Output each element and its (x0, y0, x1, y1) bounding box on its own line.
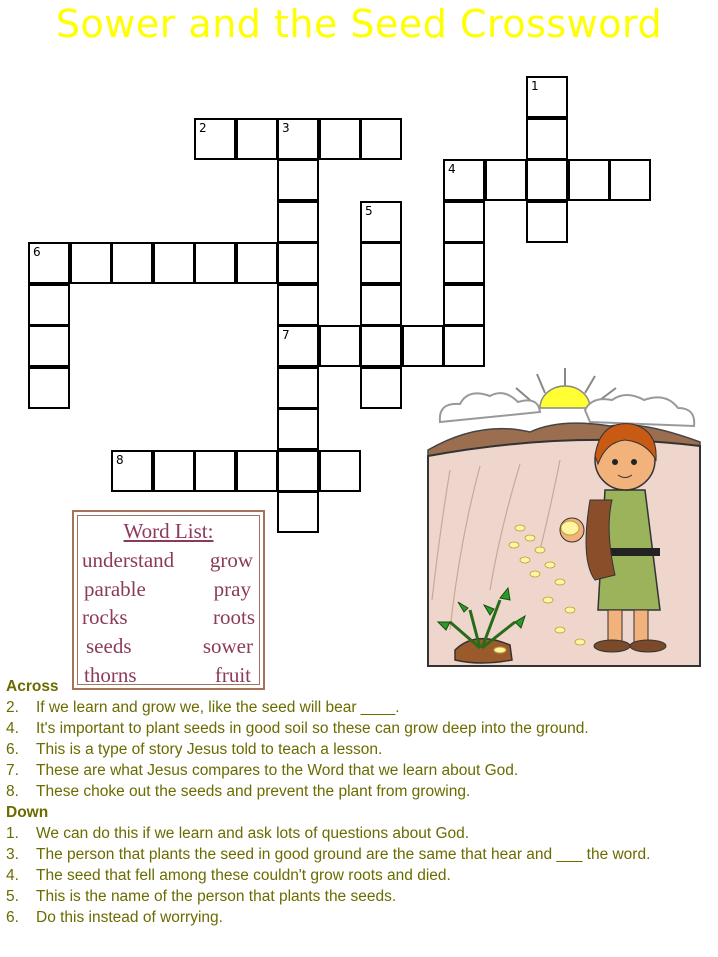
clue-number: 4. (6, 867, 19, 884)
clue-text: The seed that fell among these couldn't grow roots and died. (36, 867, 451, 884)
clue-number: 6. (6, 741, 19, 758)
clue-number-label: 3 (282, 120, 290, 135)
clue-number: 2. (6, 699, 19, 716)
clue-across-6 (6, 739, 712, 760)
crossword-cell[interactable] (28, 367, 70, 409)
clue-number: 8. (6, 783, 19, 800)
clue-text: It's important to plant seeds in good soil so these can grow deep into the ground. (36, 720, 589, 737)
clue-text: These are what Jesus compares to the Word that we learn about God. (36, 762, 519, 779)
crossword-cell[interactable] (28, 284, 70, 326)
crossword-cell[interactable] (319, 450, 361, 492)
word-list-item: roots (213, 605, 255, 629)
clue-number-label: 7 (282, 328, 290, 342)
crossword-cell[interactable] (153, 242, 195, 284)
clue-down-1 (6, 823, 712, 844)
word-list-item: thorns (84, 663, 137, 687)
crossword-cell[interactable] (277, 408, 319, 450)
crossword-cell[interactable] (443, 159, 485, 201)
crossword-cell[interactable] (485, 159, 527, 201)
crossword-cell[interactable] (319, 118, 361, 160)
crossword-cell[interactable] (277, 242, 319, 284)
clue-number: 6. (6, 909, 19, 926)
clue-text: This is a type of story Jesus told to teach a lesson. (36, 741, 383, 758)
page-title: Sower and the Seed Crossword (55, 2, 663, 46)
crossword-cell[interactable] (28, 325, 70, 367)
word-list-item: parable (84, 577, 146, 601)
clue-text: We can do this if we learn and ask lots of questions about God. (36, 825, 470, 842)
crossword-cell[interactable] (194, 450, 236, 492)
crossword-cell[interactable] (111, 242, 153, 284)
crossword-cell[interactable] (277, 284, 319, 326)
crossword-cell[interactable] (277, 118, 319, 160)
clue-number: 4. (6, 720, 19, 737)
word-list-item: sower (202, 634, 253, 658)
word-list-box (72, 510, 265, 690)
clue-text: These choke out the seeds and prevent the plant from growing. (36, 783, 471, 800)
word-list-title: Word List: (123, 519, 214, 543)
clue-number-label: 4 (448, 162, 456, 176)
word-list-item: fruit (214, 663, 251, 687)
down-clue-list (6, 823, 712, 928)
clue-text: This is the name of the person that plants the seeds. (36, 888, 397, 905)
clue-down-6 (6, 907, 712, 928)
clue-number-label: 5 (365, 203, 373, 218)
crossword-cell[interactable] (526, 76, 568, 118)
cloud-right (585, 395, 694, 426)
clue-across-4 (6, 718, 712, 739)
clue-text: The person that plants the seed in good ground are the same that hear and ___ the word. (36, 846, 651, 863)
crossword-cell[interactable] (360, 284, 402, 326)
crossword-cell[interactable] (319, 325, 361, 367)
crossword-cell[interactable] (194, 118, 236, 160)
crossword-cell[interactable] (360, 118, 402, 160)
crossword-cell[interactable] (277, 491, 319, 533)
crossword-cell[interactable] (360, 325, 402, 367)
crossword-cell[interactable] (360, 367, 402, 409)
crossword-cell[interactable] (236, 242, 278, 284)
crossword-cell[interactable] (194, 242, 236, 284)
crossword-cell[interactable] (153, 450, 195, 492)
word-list-item: pray (213, 577, 251, 601)
clue-down-4 (6, 865, 712, 886)
clue-number: 1. (6, 825, 19, 842)
crossword-cell[interactable] (526, 201, 568, 243)
clue-down-3 (6, 844, 712, 865)
clue-number: 3. (6, 846, 19, 863)
crossword-cell[interactable] (360, 201, 402, 243)
crossword-cell[interactable] (277, 325, 319, 367)
sun (540, 386, 590, 408)
crossword-cell[interactable] (28, 242, 70, 284)
clue-number-label: 6 (33, 245, 41, 259)
clue-number: 5. (6, 888, 19, 905)
across-heading: Across (6, 678, 59, 695)
crossword-cell[interactable] (568, 159, 610, 201)
clue-across-7 (6, 760, 712, 781)
sower-illustration (420, 360, 710, 670)
crossword-cell[interactable] (277, 159, 319, 201)
word-list-item: seeds (86, 634, 132, 658)
clues-section (6, 676, 712, 928)
crossword-cell[interactable] (277, 367, 319, 409)
crossword-cell[interactable] (111, 450, 153, 492)
clue-number: 7. (6, 762, 19, 779)
word-list-item: grow (209, 548, 253, 572)
crossword-cell[interactable] (70, 242, 112, 284)
crossword-cell[interactable] (236, 118, 278, 160)
clue-number-label: 8 (116, 452, 124, 467)
crossword-cell[interactable] (526, 159, 568, 201)
clue-number-label: 2 (199, 120, 207, 135)
clue-across-2 (6, 697, 712, 718)
crossword-cell[interactable] (277, 201, 319, 243)
clue-number-label: 1 (531, 79, 539, 93)
word-list-item: rocks (82, 605, 128, 629)
crossword-cell[interactable] (443, 242, 485, 284)
across-clue-list (6, 697, 712, 802)
crossword-cell[interactable] (443, 284, 485, 326)
crossword-cell[interactable] (609, 159, 651, 201)
down-heading: Down (6, 804, 49, 821)
crossword-cell[interactable] (277, 450, 319, 492)
clue-text: Do this instead of worrying. (36, 909, 223, 926)
cloud-left (440, 393, 540, 422)
crossword-cell[interactable] (443, 201, 485, 243)
crossword-cell[interactable] (236, 450, 278, 492)
clue-text: If we learn and grow we, like the seed will bear ____. (36, 699, 400, 716)
word-list-item: understand (82, 548, 175, 572)
crossword-cell[interactable] (526, 118, 568, 160)
clue-across-8 (6, 781, 712, 802)
crossword-cell[interactable] (360, 242, 402, 284)
clue-down-5 (6, 886, 712, 907)
